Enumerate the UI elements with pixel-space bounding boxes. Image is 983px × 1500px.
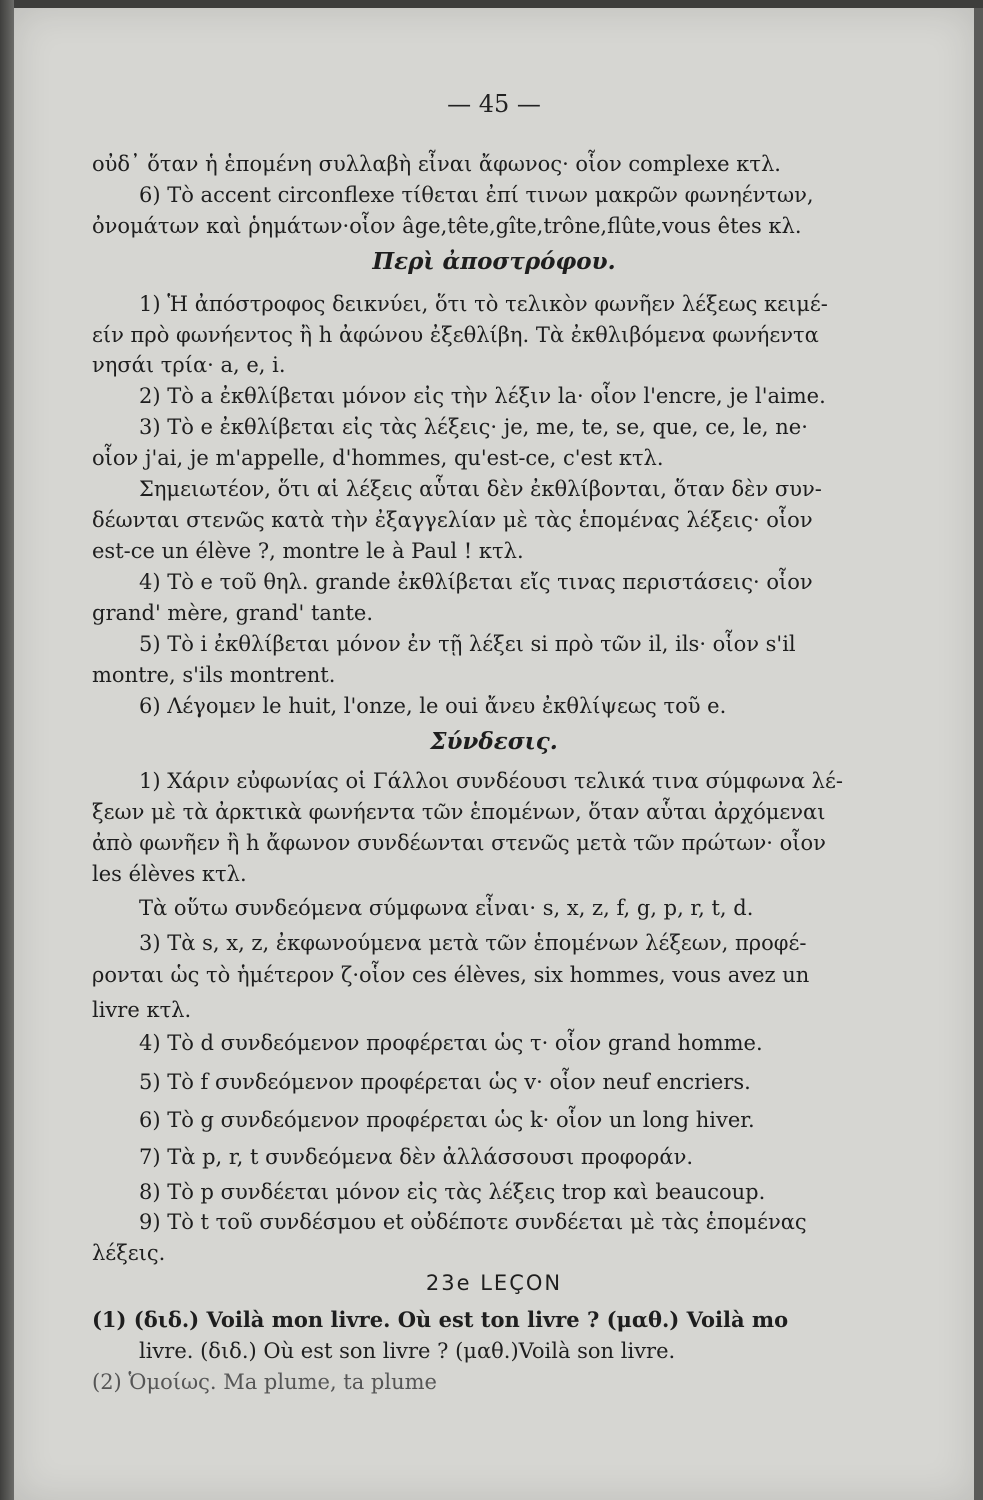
text-line: δέωνται στενῶς κατὰ τὴν ἐξαγγελίαν μὲ τὰς ἑπομένας λέξεις· οἷον	[92, 508, 813, 532]
text-line: 6) Λέγομεν le huit, l'onze, le oui ἄνευ ἐκθλίψεως τοῦ e.	[139, 694, 727, 718]
section-title-liaison: Σύνδεσις.	[430, 728, 558, 755]
text-line: ξεων μὲ τὰ ἀρκτικὰ φωνήεντα τῶν ἑπομένων, ὅταν αὗται ἀρχόμεναι	[92, 800, 826, 824]
text-line: 7) Τὰ p, r, t συνδεόμενα δὲν ἀλλάσσουσι προφοράν.	[139, 1145, 694, 1169]
text-line: ἀπὸ φωνῆεν ἢ h ἄφωνον συνδέωνται στενῶς μετὰ τῶν πρώτων· οἷον	[92, 831, 826, 855]
text-line: οἷον j'ai, je m'appelle, d'hommes, qu'est-ce, c'est κτλ.	[92, 446, 664, 470]
text-line: 1) Ἡ ἀπόστροφος δεικνύει, ὅτι τὸ τελικὸν φωνῆεν λέξεως κειμέ-	[139, 292, 828, 316]
text-line: 4) Τὸ e τοῦ θηλ. grande ἐκθλίβεται εἴς τινας περιστάσεις· οἷον	[139, 570, 813, 594]
lesson-title: 23e LEÇON	[425, 1271, 563, 1295]
text-line: 8) Τὸ p συνδέεται μόνον εἰς τὰς λέξεις trop καὶ beaucoup.	[139, 1180, 766, 1204]
text-line: montre, s'ils montrent.	[92, 663, 336, 687]
text-line: οὐδ᾽ ὅταν ἡ ἑπομένη συλλαβὴ εἶναι ἄφωνος· οἷον complexe κτλ.	[92, 152, 781, 176]
text-line: livre. (διδ.) Où est son livre ? (μαθ.)Voilà son livre.	[139, 1339, 676, 1363]
text-line: Σημειωτέον, ὅτι αἱ λέξεις αὗται δὲν ἐκθλίβονται, ὅταν δὲν συν-	[139, 477, 822, 501]
text-line: (1) (διδ.) Voilà mon livre. Où est ton livre ? (μαθ.) Voilà mo	[92, 1307, 789, 1332]
book-spine	[0, 0, 14, 1500]
book-page	[14, 8, 974, 1500]
page-number: — 45 —	[447, 90, 541, 118]
text-line: ρονται ὡς τὸ ἡμέτερον ζ·οἷον ces élèves, six hommes, vous avez un	[92, 963, 810, 987]
text-line: 6) Τὸ g συνδεόμενον προφέρεται ὡς k· οἷον un long hiver.	[139, 1108, 755, 1132]
text-line: 4) Τὸ d συνδεόμενον προφέρεται ὡς τ· οἷον grand homme.	[139, 1031, 763, 1055]
text-line: 5) Τὸ i ἐκθλίβεται μόνον ἐν τῇ λέξει si πρὸ τῶν il, ils· οἷον s'il	[139, 632, 796, 656]
text-line: 3) Τὰ s, x, z, ἐκφωνούμενα μετὰ τῶν ἑπομένων λέξεων, προφέ-	[139, 931, 807, 955]
text-line: 9) Τὸ t τοῦ συνδέσμου et οὐδέποτε συνδέεται μὲ τὰς ἑπομένας	[139, 1210, 807, 1234]
text-line: Τὰ οὕτω συνδεόμενα σύμφωνα εἶναι· s, x, z, f, g, p, r, t, d.	[139, 896, 754, 920]
text-line: livre κτλ.	[92, 998, 192, 1022]
text-line: les élèves κτλ.	[92, 862, 247, 886]
text-line: ὀνομάτων καὶ ῥημάτων·οἷον âge,tête,gîte,trône,flûte,vous êtes κλ.	[92, 214, 802, 238]
text-line: 6) Τὸ accent circonflexe τίθεται ἐπί τινων μακρῶν φωνηέντων,	[139, 183, 814, 207]
text-line: λέξεις.	[92, 1241, 166, 1265]
text-line: grand' mère, grand' tante.	[92, 601, 374, 625]
section-title-apostrophe: Περὶ ἀποστρόφου.	[372, 248, 616, 275]
text-line: 5) Τὸ f συνδεόμενον προφέρεται ὡς v· οἷον neuf encriers.	[139, 1070, 751, 1094]
text-line: 2) Τὸ a ἐκθλίβεται μόνον εἰς τὴν λέξιν la· οἷον l'encre, je l'aime.	[139, 384, 826, 408]
text-line: 1) Χάριν εὐφωνίας οἱ Γάλλοι συνδέουσι τελικά τινα σύμφωνα λέ-	[139, 769, 843, 793]
text-line: est-ce un élève ?, montre le à Paul ! κτλ.	[92, 539, 524, 563]
text-line: νησάι τρία· a, e, i.	[92, 353, 286, 377]
text-line: είν πρὸ φωνήεντος ἢ h ἀφώνου ἐξεθλίβη. Τὰ ἐκθλιβόμενα φωνήεντα	[92, 323, 819, 347]
text-line: 3) Τὸ e ἐκθλίβεται εἰς τὰς λέξεις· je, me, te, se, que, ce, le, ne·	[139, 415, 808, 439]
text-line: (2) Ὁμοίως. Ma plume, ta plume	[92, 1370, 437, 1394]
page-top-edge	[0, 0, 983, 8]
